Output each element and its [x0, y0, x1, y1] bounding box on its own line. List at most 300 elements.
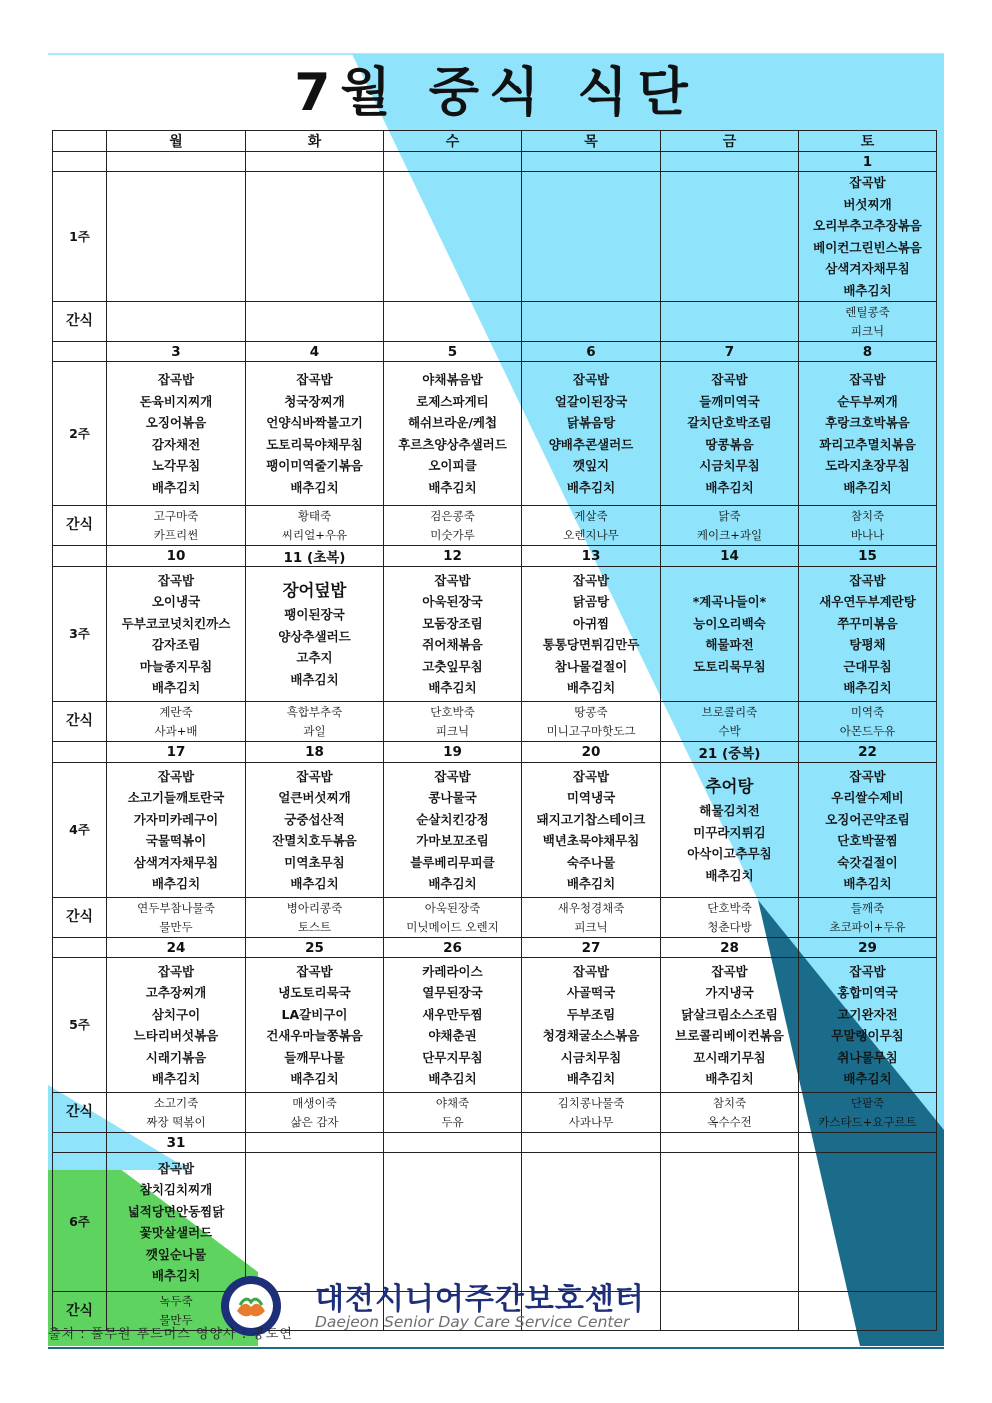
menu-item: 배추김치	[151, 876, 201, 891]
meal-cell	[107, 1153, 246, 1292]
date-row-label	[53, 742, 107, 763]
menu-item: 잡곡밥	[157, 963, 195, 979]
snack-cell	[107, 506, 246, 546]
date-cell	[522, 1133, 661, 1153]
menu-item: 오이냉국	[151, 594, 201, 609]
date-cell	[522, 152, 661, 172]
menu-item: 로제스파게티	[416, 393, 489, 409]
snack-cell	[799, 1093, 937, 1133]
menu-item: 숙갓겉절이	[837, 854, 898, 870]
meal-cell	[384, 362, 522, 506]
menu-item: 해물파전	[705, 637, 754, 652]
menu-item: 장어덮밥	[282, 581, 347, 600]
menu-item: 아삭이고추무침	[687, 846, 772, 861]
snack-row	[53, 506, 937, 546]
menu-item: 도토리묵야채무침	[266, 436, 363, 452]
menu-item: 잡곡밥	[434, 572, 471, 588]
snack-cell	[107, 898, 246, 938]
meal-cell	[107, 763, 246, 898]
menu-item: 배추김치	[290, 479, 339, 495]
meal-row	[53, 362, 937, 506]
date-cell	[661, 152, 799, 172]
menu-item: 시래기볶음	[145, 1049, 207, 1065]
snack-item: 삶은 감자	[290, 1114, 339, 1129]
menu-item: 블루베리무피클	[410, 854, 495, 870]
date-cell	[661, 1133, 799, 1153]
snack-item: 오렌지나무	[563, 527, 619, 542]
menu-item: 닭살크림소스조림	[681, 1006, 778, 1022]
menu-item: 배추김치	[843, 479, 892, 495]
menu-item: 카레라이스	[422, 963, 483, 979]
date-cell: 24	[107, 938, 246, 958]
menu-item: 배추김치	[705, 479, 754, 495]
snack-label: 간식	[53, 1093, 107, 1133]
menu-item: 얼갈이된장국	[554, 393, 628, 409]
meal-cell	[661, 958, 799, 1093]
date-cell	[384, 152, 522, 172]
snack-cell	[384, 1093, 522, 1133]
menu-item: 쭈꾸미볶음	[837, 615, 898, 631]
menu-item: 배추김치	[151, 680, 201, 695]
snack-item: 새우청경채죽	[557, 900, 625, 915]
menu-item: 건새우마늘쫑볶음	[266, 1028, 363, 1043]
date-cell: 26	[384, 938, 522, 958]
meal-cell	[522, 958, 661, 1093]
menu-item: 고추지	[296, 650, 333, 665]
date-cell: 4	[246, 342, 384, 362]
menu-item: 닭곰탕	[572, 594, 610, 609]
menu-item: 새우연두부계란탕	[819, 594, 916, 609]
menu-item: LA갈비구이	[281, 1006, 348, 1022]
meal-cell	[522, 763, 661, 898]
snack-item: 케이크+과일	[696, 527, 763, 542]
date-cell	[107, 152, 246, 172]
snack-item: 미역죽	[850, 704, 885, 719]
snack-item: 짜장 떡볶이	[146, 1114, 206, 1129]
menu-item: 홍합미역국	[837, 985, 898, 1000]
menu-item: 버섯찌개	[843, 196, 892, 212]
meal-cell	[107, 567, 246, 702]
date-cell: 27	[522, 938, 661, 958]
date-row-label	[53, 342, 107, 362]
snack-label: 간식	[53, 898, 107, 938]
meal-cell	[522, 1153, 661, 1292]
meal-cell	[246, 362, 384, 506]
snack-item: 아욱된장죽	[424, 900, 481, 915]
menu-item: 아귀찜	[572, 615, 610, 631]
meal-row	[53, 1153, 937, 1292]
meal-cell	[661, 362, 799, 506]
meal-row	[53, 172, 937, 302]
menu-item: 추어탕	[705, 777, 754, 796]
snack-cell	[384, 506, 522, 546]
snack-item: 미닛메이드 오렌지	[406, 919, 499, 934]
snack-item: 닭죽	[718, 508, 741, 523]
snack-item: 옥수수전	[707, 1114, 752, 1129]
snack-item: 게살죽	[574, 508, 608, 523]
menu-item: 가지냉국	[705, 985, 754, 1000]
menu-item: 삼치구이	[151, 1006, 201, 1022]
snack-cell	[661, 702, 799, 742]
snack-label: 간식	[53, 506, 107, 546]
menu-item: 잡곡밥	[157, 1160, 195, 1176]
menu-item: 넓적당면안동찜닭	[127, 1203, 225, 1219]
snack-cell	[799, 302, 937, 342]
menu-item: 잡곡밥	[849, 768, 886, 784]
meal-cell	[661, 1153, 799, 1292]
snack-item: 브로콜리죽	[701, 704, 758, 719]
menu-item: 배추김치	[151, 1268, 201, 1283]
snack-item: 사과나무	[568, 1114, 614, 1129]
snack-row	[53, 702, 937, 742]
date-cell: 3	[107, 342, 246, 362]
menu-item: 열무된장국	[422, 985, 483, 1000]
meal-cell	[661, 567, 799, 702]
menu-item: 청국장찌개	[284, 393, 345, 409]
date-cell: 18	[246, 742, 384, 763]
date-cell: 12	[384, 546, 522, 567]
menu-item: 무말랭이무침	[831, 1028, 904, 1043]
menu-item: 오이피클	[428, 458, 477, 473]
date-cell: 28	[661, 938, 799, 958]
weekday-header: 수	[384, 131, 522, 152]
meal-cell	[799, 567, 937, 702]
snack-cell	[661, 302, 799, 342]
date-cell: 1	[799, 152, 937, 172]
snack-item: 씨리얼+우유	[281, 527, 348, 542]
menu-item: 깻잎지	[572, 458, 610, 473]
page-title: 7월 중식 식단	[294, 63, 698, 123]
snack-cell	[107, 1093, 246, 1133]
menu-item: 가자미카레구이	[133, 811, 219, 827]
meal-cell	[661, 763, 799, 898]
menu-item: 단호박꿀찜	[837, 833, 898, 848]
meal-cell	[384, 567, 522, 702]
menu-item: 콩나물국	[428, 790, 477, 805]
snack-item: 아몬드두유	[839, 723, 896, 738]
snack-cell	[246, 506, 384, 546]
snack-cell	[246, 898, 384, 938]
meal-cell	[799, 1153, 937, 1292]
menu-item: 고춧잎무침	[422, 658, 483, 674]
menu-item: 잡곡밥	[849, 372, 886, 387]
meal-cell	[107, 958, 246, 1093]
meal-row	[53, 958, 937, 1093]
menu-item: 숙주나물	[566, 854, 616, 870]
menu-item: 도토리묵무침	[693, 658, 766, 674]
menu-item: 가마보꼬조림	[416, 833, 489, 848]
snack-item: 고구마죽	[153, 508, 199, 523]
snack-item: 황태죽	[297, 508, 332, 523]
snack-cell	[661, 1292, 799, 1331]
week-label: 6주	[53, 1153, 107, 1292]
snack-cell	[661, 898, 799, 938]
menu-item: 해쉬브라운/케첩	[407, 415, 498, 430]
menu-item: 사골떡국	[566, 985, 616, 1000]
date-cell	[246, 1133, 384, 1153]
menu-item: 배추김치	[428, 876, 477, 891]
menu-item: 시금치무침	[560, 1049, 622, 1065]
menu-item: 시금치무침	[699, 458, 760, 473]
week-label: 5주	[53, 958, 107, 1093]
menu-item: 야채볶음밥	[422, 372, 483, 387]
menu-item: 잡곡밥	[849, 572, 886, 588]
menu-item: 순두부찌개	[837, 393, 898, 409]
date-cell	[246, 152, 384, 172]
date-cell: 19	[384, 742, 522, 763]
menu-item: 느타리버섯볶음	[133, 1028, 219, 1043]
snack-cell	[107, 702, 246, 742]
snack-cell	[384, 302, 522, 342]
menu-item: 배추김치	[566, 1071, 616, 1086]
menu-item: 꽃맛살샐러드	[139, 1225, 213, 1240]
snack-cell	[522, 702, 661, 742]
menu-item: 잡곡밥	[849, 963, 886, 979]
meal-row	[53, 763, 937, 898]
date-row	[53, 342, 937, 362]
date-row	[53, 546, 937, 567]
menu-item: 잡곡밥	[572, 963, 610, 979]
menu-item: 양상추샐러드	[278, 628, 351, 644]
menu-item: 마늘종지무침	[139, 658, 213, 674]
menu-item: 잡곡밥	[296, 768, 333, 784]
menu-item: 국물떡볶이	[145, 833, 207, 848]
menu-item: 통통당면튀김만두	[542, 637, 640, 652]
snack-item: 소고기죽	[153, 1095, 199, 1110]
center-name-english: Daejeon Senior Day Care Service Center	[315, 1313, 630, 1331]
snack-cell	[799, 702, 937, 742]
snack-cell	[799, 506, 937, 546]
menu-item: 잡곡밥	[572, 372, 610, 387]
meal-cell	[246, 763, 384, 898]
menu-item: 모둠장조림	[422, 615, 483, 631]
snack-item: 검은콩죽	[430, 508, 475, 523]
meal-cell	[246, 172, 384, 302]
weekday-header-row	[53, 131, 937, 152]
snack-cell	[246, 302, 384, 342]
snack-cell	[246, 1093, 384, 1133]
menu-item: 돈육비지찌개	[139, 393, 213, 409]
date-cell: 17	[107, 742, 246, 763]
date-cell	[384, 1133, 522, 1153]
date-cell: 13	[522, 546, 661, 567]
menu-item: 취나물무침	[837, 1049, 898, 1065]
snack-item: 녹두죽	[159, 1294, 193, 1308]
menu-item: 궁중섭산적	[284, 811, 345, 827]
week-label: 1주	[53, 172, 107, 302]
menu-item: 배추김치	[428, 680, 477, 695]
menu-item: 순살치킨강정	[416, 811, 489, 827]
menu-item: 단무지무침	[422, 1049, 483, 1065]
weekday-header: 토	[799, 131, 937, 152]
snack-item: 단호박죽	[430, 704, 475, 719]
menu-item: 배추김치	[151, 479, 201, 495]
date-cell: 20	[522, 742, 661, 763]
date-row-label	[53, 546, 107, 567]
menu-item: 언양식바짝불고기	[266, 415, 363, 430]
snack-item: 미니고구마핫도그	[546, 723, 636, 738]
menu-item: 도라지초장무침	[825, 458, 910, 473]
menu-item: 후르츠양상추샐러드	[398, 436, 507, 452]
menu-item: 오리부추고추장볶음	[813, 218, 922, 233]
menu-item: 배추김치	[428, 479, 477, 495]
weekday-header: 목	[522, 131, 661, 152]
date-cell: 29	[799, 938, 937, 958]
menu-item: 배추김치	[705, 867, 754, 883]
menu-item: 얼큰버섯찌개	[278, 790, 351, 805]
menu-item: 잡곡밥	[434, 768, 471, 784]
snack-item: 매생이죽	[292, 1095, 337, 1110]
menu-item: 팽이미역줄기볶음	[266, 458, 363, 473]
date-cell: 14	[661, 546, 799, 567]
menu-item: 아욱된장국	[422, 594, 483, 609]
snack-item: 야채죽	[435, 1095, 470, 1110]
snack-cell	[522, 898, 661, 938]
menu-item: 새우만두찜	[422, 1006, 483, 1022]
date-cell: 22	[799, 742, 937, 763]
date-row	[53, 1133, 937, 1153]
menu-item: 삼색겨자채무침	[133, 854, 219, 870]
meal-cell	[384, 172, 522, 302]
menu-item: 잡곡밥	[157, 768, 195, 784]
date-cell: 8	[799, 342, 937, 362]
meal-cell	[384, 958, 522, 1093]
snack-item: 계란죽	[159, 704, 193, 719]
menu-item: 배추김치	[290, 876, 339, 891]
date-cell: 15	[799, 546, 937, 567]
weekday-header: 화	[246, 131, 384, 152]
date-cell: 31	[107, 1133, 246, 1153]
menu-item: 돼지고기찹스테이크	[536, 811, 646, 827]
snack-item: 미숫가루	[430, 527, 475, 542]
menu-item: 브로콜리베이컨볶음	[675, 1028, 784, 1043]
menu-item: 고기완자전	[837, 1006, 898, 1022]
corner-cell	[53, 131, 107, 152]
snack-item: 참치죽	[712, 1095, 747, 1110]
snack-item: 피크닉	[435, 723, 470, 738]
snack-item: 들깨죽	[850, 900, 885, 915]
menu-item: 잡곡밥	[157, 572, 195, 588]
menu-item: 우리쌀수제비	[831, 790, 904, 805]
snack-cell	[384, 898, 522, 938]
menu-item: 잡곡밥	[711, 372, 748, 387]
meal-cell	[107, 362, 246, 506]
snack-row	[53, 1093, 937, 1133]
snack-item: 참치죽	[850, 508, 885, 523]
menu-item: 잡곡밥	[849, 175, 886, 190]
menu-item: 소고기들깨토란국	[127, 790, 225, 805]
snack-item: 초코파이+두유	[829, 919, 906, 934]
menu-item: 감자채전	[151, 436, 201, 452]
date-row-label	[53, 152, 107, 172]
menu-item: 꽈리고추멸치볶음	[819, 436, 916, 452]
meal-cell	[799, 958, 937, 1093]
menu-item: *계곡나들이*	[692, 594, 767, 609]
menu-item: 배추김치	[428, 1071, 477, 1086]
snack-item: 과일	[303, 723, 326, 738]
date-row	[53, 152, 937, 172]
snack-item: 물만두	[159, 919, 193, 934]
meal-cell	[661, 172, 799, 302]
snack-row	[53, 302, 937, 342]
snack-cell	[799, 1292, 937, 1331]
snack-item: 병아리콩죽	[286, 900, 343, 915]
menu-item: 고추장찌개	[145, 985, 207, 1000]
meal-cell	[246, 567, 384, 702]
snack-cell	[799, 898, 937, 938]
snack-cell	[522, 302, 661, 342]
meal-cell	[246, 958, 384, 1093]
menu-item: 삼색겨자채무침	[825, 261, 910, 276]
snack-item: 땅콩죽	[574, 704, 608, 719]
snack-item: 두유	[441, 1114, 464, 1129]
week-label: 4주	[53, 763, 107, 898]
menu-item: 배추김치	[843, 282, 892, 298]
menu-item: 후랑크호박볶음	[825, 415, 910, 430]
snack-cell	[661, 1093, 799, 1133]
date-cell: 5	[384, 342, 522, 362]
menu-item: 배추김치	[290, 1071, 339, 1086]
menu-item: 노각무침	[151, 458, 201, 473]
menu-item: 오징어볶음	[145, 415, 207, 430]
menu-item: 미꾸라지튀김	[693, 824, 766, 840]
week-label: 2주	[53, 362, 107, 506]
menu-item: 배추김치	[566, 479, 616, 495]
snack-item: 렌틸콩죽	[845, 304, 890, 319]
date-row	[53, 742, 937, 763]
week-label: 3주	[53, 567, 107, 702]
menu-item: 배추김치	[843, 876, 892, 891]
menu-item: 미역초무침	[284, 854, 345, 870]
menu-item: 쥐어채볶음	[422, 637, 483, 652]
menu-item: 근대무침	[843, 658, 892, 674]
menu-item: 갈치단호박조림	[687, 415, 772, 430]
snack-label: 간식	[53, 1292, 107, 1331]
menu-item: 깻잎순나물	[145, 1246, 207, 1262]
meal-row	[53, 567, 937, 702]
menu-item: 잡곡밥	[711, 963, 748, 979]
date-cell: 10	[107, 546, 246, 567]
date-row	[53, 938, 937, 958]
menu-item: 감자조림	[151, 637, 201, 652]
snack-cell	[246, 702, 384, 742]
menu-item: 잡곡밥	[572, 572, 610, 588]
snack-label: 간식	[53, 702, 107, 742]
menu-item: 배추김치	[566, 876, 616, 891]
snack-cell	[661, 506, 799, 546]
menu-item: 두부코코넛치킨까스	[121, 615, 231, 631]
footer-divider	[48, 1347, 944, 1349]
menu-item: 참나물겉절이	[554, 658, 628, 674]
menu-item: 팽이된장국	[284, 607, 345, 622]
date-cell: 7	[661, 342, 799, 362]
snack-cell	[107, 302, 246, 342]
menu-item: 배추김치	[151, 1071, 201, 1086]
snack-item: 단호박죽	[707, 900, 752, 915]
menu-item: 들깨미역국	[699, 393, 760, 409]
menu-item: 참치김치찌개	[139, 1182, 213, 1197]
menu-item: 미역냉국	[566, 790, 616, 805]
menu-item: 배추김치	[290, 671, 339, 687]
menu-item: 백년초묵야채무침	[542, 833, 640, 848]
meal-cell	[522, 362, 661, 506]
snack-item: 김치콩나물죽	[557, 1095, 625, 1110]
date-cell: 11 (초복)	[246, 546, 384, 567]
menu-item: 능이오리백숙	[693, 615, 766, 631]
snack-item: 청춘다방	[707, 919, 752, 934]
snack-label: 간식	[53, 302, 107, 342]
menu-item: 냉도토리묵국	[278, 985, 351, 1000]
